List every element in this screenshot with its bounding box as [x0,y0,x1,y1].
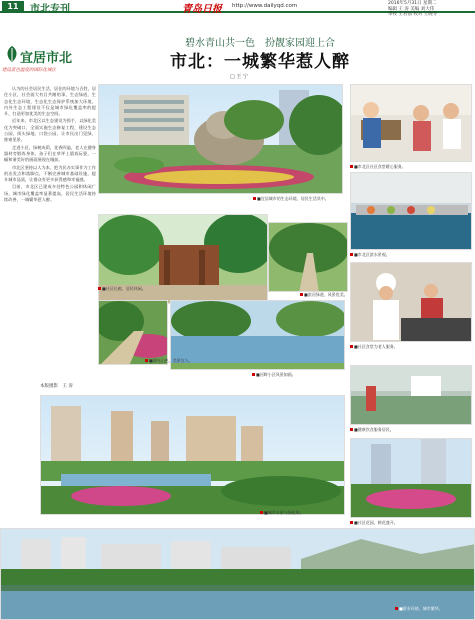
paragraph: 走进小区，绿树成荫，花香四溢，老人在健身器材旁锻炼身体，孩子们在草坪上嬉戏玩耍，一幅和谐美好的画面展现在眼前。 [4,144,96,163]
edition-meta [388,1,474,18]
paragraph: 近年来，市北区以生态建设为抓手，以绿化美化为突破口，全面实施生态修复工程，建设生态公园、街头绿地、口袋公园，让市民出门见绿、推窗见景。 [4,118,96,143]
path-photo [268,222,348,292]
article-subhead: 碧水青山共一色 扮靓家园迎上合 [185,38,335,49]
caption: ■碧水环绕，城市繁华。 [395,606,473,611]
garden-photo [98,84,343,194]
flower-path-photo [98,300,168,365]
caption: ■宜居城市的生态环境，居民生活其中。 [253,196,343,201]
caption: ■社区食堂为老人服务。 [350,344,472,349]
food-counter-photo [350,172,472,250]
logo-slogan: 建设蓝色温度的国际化城区 [2,68,56,73]
leaf-logo-icon [4,45,20,63]
flower-garden-photo [350,438,472,518]
newspaper-url[interactable]: http://www.dailyqd.com [232,3,298,9]
caption: ■市北区滨水景观。 [350,252,472,257]
article-byline: □ 王 宁 [230,74,248,80]
caption: ■市北区社区食堂暖心服务。 [350,164,472,169]
edition-editors: 编辑 王 涛 美编 刘大伟 [388,6,435,12]
edition-date: 2016年5月31日 星期二 [388,1,437,6]
paragraph: 市北区坚持以人为本，把为民办实事作为工作的出发点和落脚点，不断完善城市基础设施，提升城市品质，让群众有更多获得感和幸福感。 [4,164,96,183]
caption: ■社区长廊，居民休闲。 [98,286,158,291]
chef-photo [350,262,472,342]
page-number: 11 [2,1,24,12]
caption: ■社区花园，鲜花盛开。 [350,520,472,525]
caption: ■健康饮食服务居民。 [350,427,472,432]
newspaper-name: 青岛日报 [182,4,222,15]
garden-scene [99,85,343,194]
caption: ■河畔小区风景如画。 [252,372,312,377]
section-title: 市北专刊 [30,4,70,15]
caption: ■城市水景与绿化带。 [260,510,345,515]
waterfront-photo [40,395,345,515]
edition-proof: 审校 王君仙 校对 王晓冬 [388,12,438,17]
paragraph: 目前，市北区已建成多处特色公园和休闲广场，城市绿化覆盖率显著提高，居民生活环境持续改善，一城繁华惹人醉。 [4,184,96,203]
article-body [4,86,96,391]
photo-credit: 本版摄影 王 涛 [40,384,73,389]
canteen-photo [350,84,472,162]
caption: ■滨河绿道，风景优美。 [300,292,348,297]
caption: ■湖光山色，美景宜人。 [145,358,205,363]
masthead-bar [0,0,475,17]
article-headline: 市北：一城繁华惹人醉 [170,52,350,72]
logo-text: 宜居市北 [20,51,73,66]
buffet-photo [350,365,472,425]
paragraph: 认为的社会居民生活，居住的环境与百姓，居住小区，社会面大有目共睹的事，生态绿道，生态化生态环境，生态化生态保护系统加大环境，内外生态工程建设不仅是城市绿化覆盖率的提升，打造更加优美的生态空间。 [4,86,96,117]
